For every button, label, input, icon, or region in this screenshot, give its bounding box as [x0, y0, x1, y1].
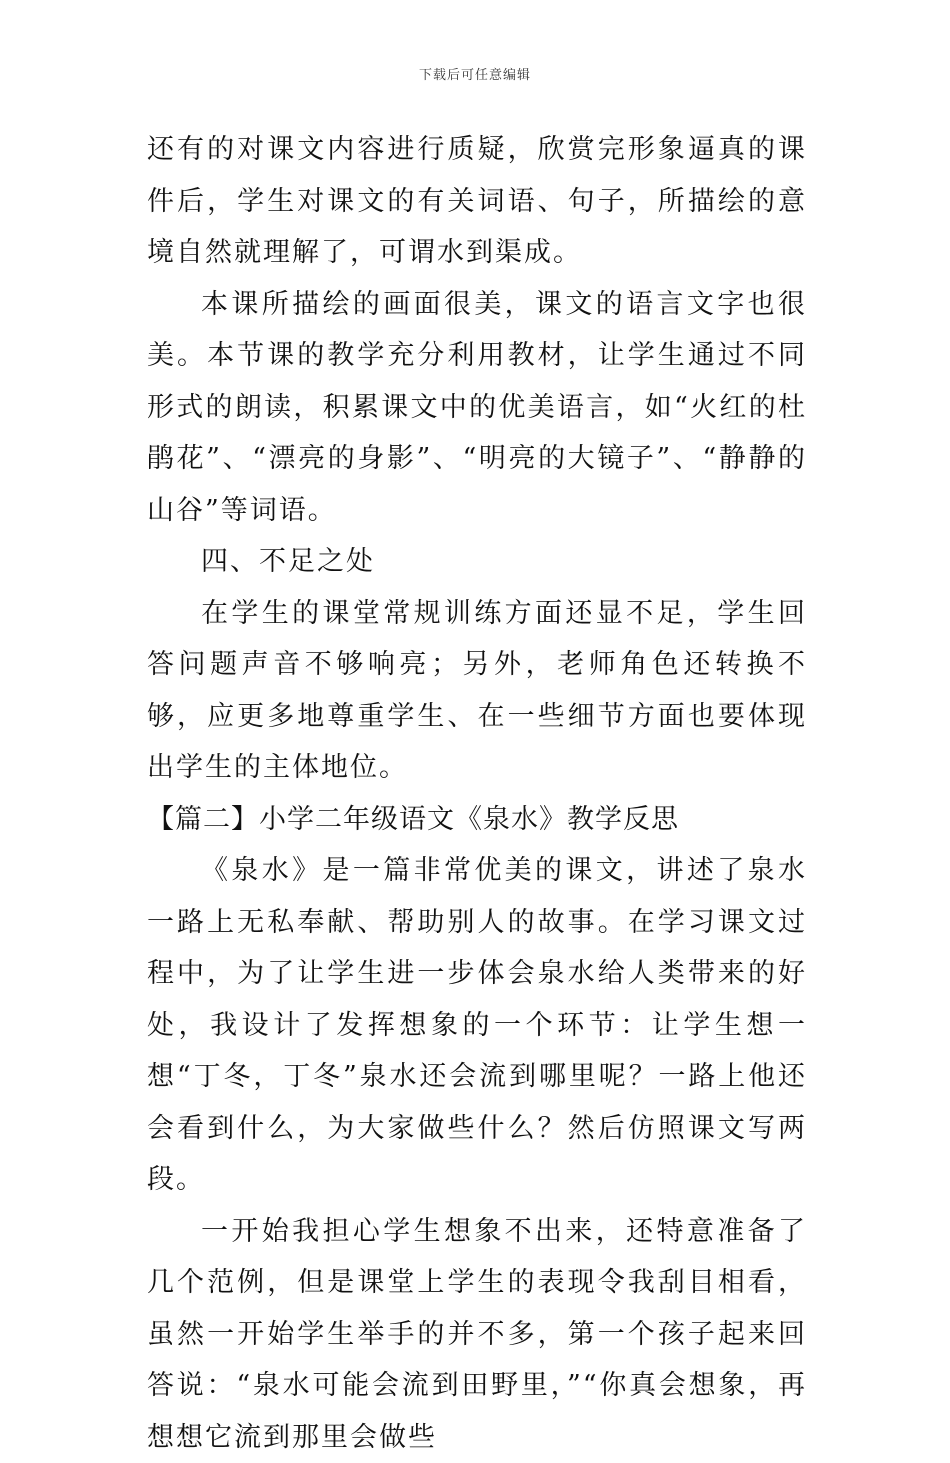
document-body [147, 124, 807, 1463]
section-heading-4: 四、不足之处 [147, 536, 807, 588]
page-header-note: 下载后可任意编辑 [0, 64, 950, 83]
paragraph-4: 《泉水》是一篇非常优美的课文，讲述了泉水一路上无私奉献、帮助别人的故事。在学习课文过程中，为了让学生进一步体会泉水给人类带来的好处，我设计了发挥想象的一个环节：让学生想一想“丁冬，丁冬”泉水还会流到哪里呢？一路上他还会看到什么，为大家做些什么？然后仿照课文写两段。 [147, 845, 807, 1206]
paragraph-1: 还有的对课文内容进行质疑，欣赏完形象逼真的课件后，学生对课文的有关词语、句子，所描绘的意境自然就理解了，可谓水到渠成。 [147, 124, 807, 279]
paragraph-3: 在学生的课堂常规训练方面还显不足，学生回答问题声音不够响亮；另外，老师角色还转换不够，应更多地尊重学生、在一些细节方面也要体现出学生的主体地位。 [147, 588, 807, 794]
paragraph-5: 一开始我担心学生想象不出来，还特意准备了几个范例，但是课堂上学生的表现令我刮目相看，虽然一开始学生举手的并不多，第一个孩子起来回答说：“泉水可能会流到田野里，”“你真会想象，再想想它流到那里会做些 [147, 1206, 807, 1463]
section-2-title: 【篇二】小学二年级语文《泉水》教学反思 [147, 794, 807, 846]
paragraph-2: 本课所描绘的画面很美，课文的语言文字也很美。本节课的教学充分利用教材，让学生通过不同形式的朗读，积累课文中的优美语言，如“火红的杜鹃花”、“漂亮的身影”、“明亮的大镜子”、“静静的山谷”等词语。 [147, 279, 807, 537]
